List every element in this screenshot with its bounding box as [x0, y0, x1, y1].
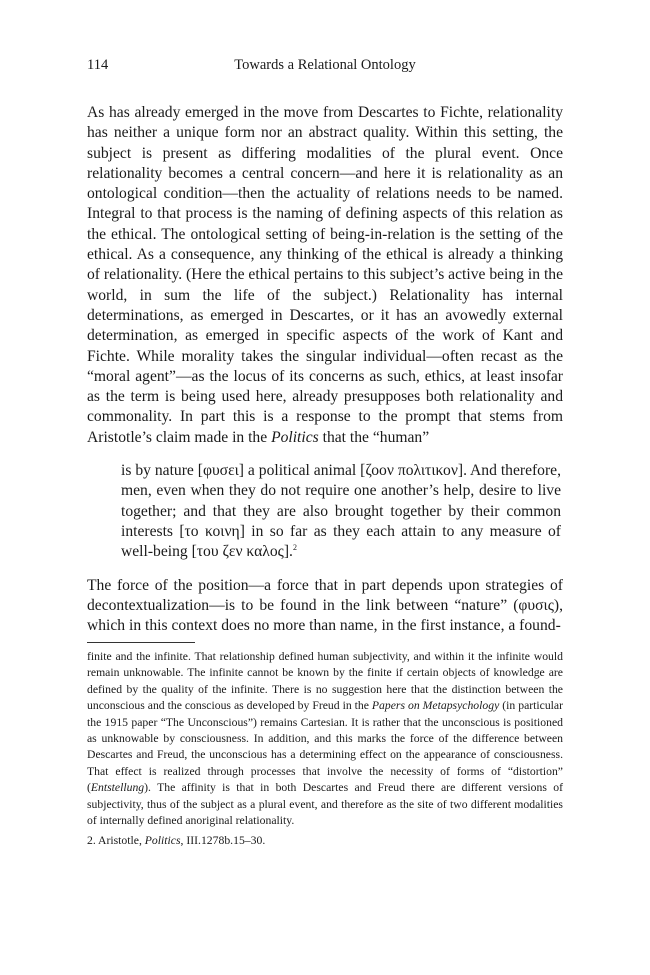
paragraph-1-end: that the “human”: [322, 428, 430, 446]
politics-title: Politics: [271, 428, 319, 446]
main-text: [87, 103, 563, 636]
footnote-rule: [87, 642, 195, 643]
footnotes: [87, 649, 563, 850]
running-title: Towards a Relational Ontology: [234, 57, 416, 73]
footnote-2-number: 2.: [87, 834, 96, 848]
papers-title: Papers on Metapsychology: [371, 699, 500, 713]
footnote-ref-2: 2: [292, 543, 297, 553]
footnote-2: 2. Aristotle, Politics, III.1278b.15–30.: [87, 834, 266, 848]
page-number: 114: [87, 57, 109, 73]
paragraph-1-text: As has already emerged in the move from Descartes to Fichte, relationality has neither a unique form nor an abstract quality. Within this setting, the subject is present as differing modalities of the plural event. Once relationality becomes a central concern—and here it is relationality as an ontological condition—then the actuality of relations needs to be named. Integral to that process is the naming of defining aspects of this relation as the ethical. The ontological setting of being-in-relation is the setting of the ethical. As a consequence, any thinking of the ethical is already a thinking of relationality. (Here the ethical pertains to this subject’s active being in the world, in sum the life of the subject.) Relationality has internal determinations, as emerged in Descartes, or it has an avowedly external determination, as emerged in specific aspects of the work of Kant and Fichte. While morality takes the singular individual—often recast as the “moral agent”—as the locus of its concerns as such, ethics, at least insofar as the term is being used here, already presupposes both relationality and commonality. In part this is a response to the prompt that stems from Aristotle’s claim made in the: [87, 104, 563, 446]
footnote-1-continued: finite and the infinite. That relationship defined human subjectivity, and within it the infinite would remain unknowable. The infinite cannot be known by the finite if certain objects of knowledge are defined by the quality of the infinite. There is no suggestion here that the distinction between the unconscious and the conscious as developed by Freud in the Papers on Metapsychology (in particular the 1915 paper “The Unconscious”) remains Cartesian. It is rather that the unconscious is positioned as unknowable by consciousness. In addition, and this marks the force of the difference between Descartes and Freud, the unconscious has a determining effect on the appearance of consciousness. That effect is realized through processes that involve the necessity of forms of “distortion” (Entstellung). The affinity is that in both Descartes and Freud there are different versions of subjectivity, thus of the subject as a plural event, and therefore as the site of two different modalities of internally defined anoriginal relationality.: [87, 650, 564, 828]
block-quote: [121, 461, 561, 562]
paragraph-2: The force of the position—a force that in part depends upon strategies of decontextualization—is to be found in the link between “nature” (φυσις), which in this context does no more than name, in the first instance, a found-: [87, 576, 563, 635]
block-quote-text: is by nature [φυσει] a political animal [ζοον πολιτικον]. And therefore, men, even when they do not require one another’s help, desire to live together; and that they are also brought together by their common interests [το κοινη] in so far as they each attain to any measure of well-being [του ζεν καλος].: [121, 462, 561, 561]
entstellung-term: Entstellung: [90, 781, 145, 795]
paragraph-1: [87, 103, 563, 448]
page-header: [87, 57, 563, 77]
